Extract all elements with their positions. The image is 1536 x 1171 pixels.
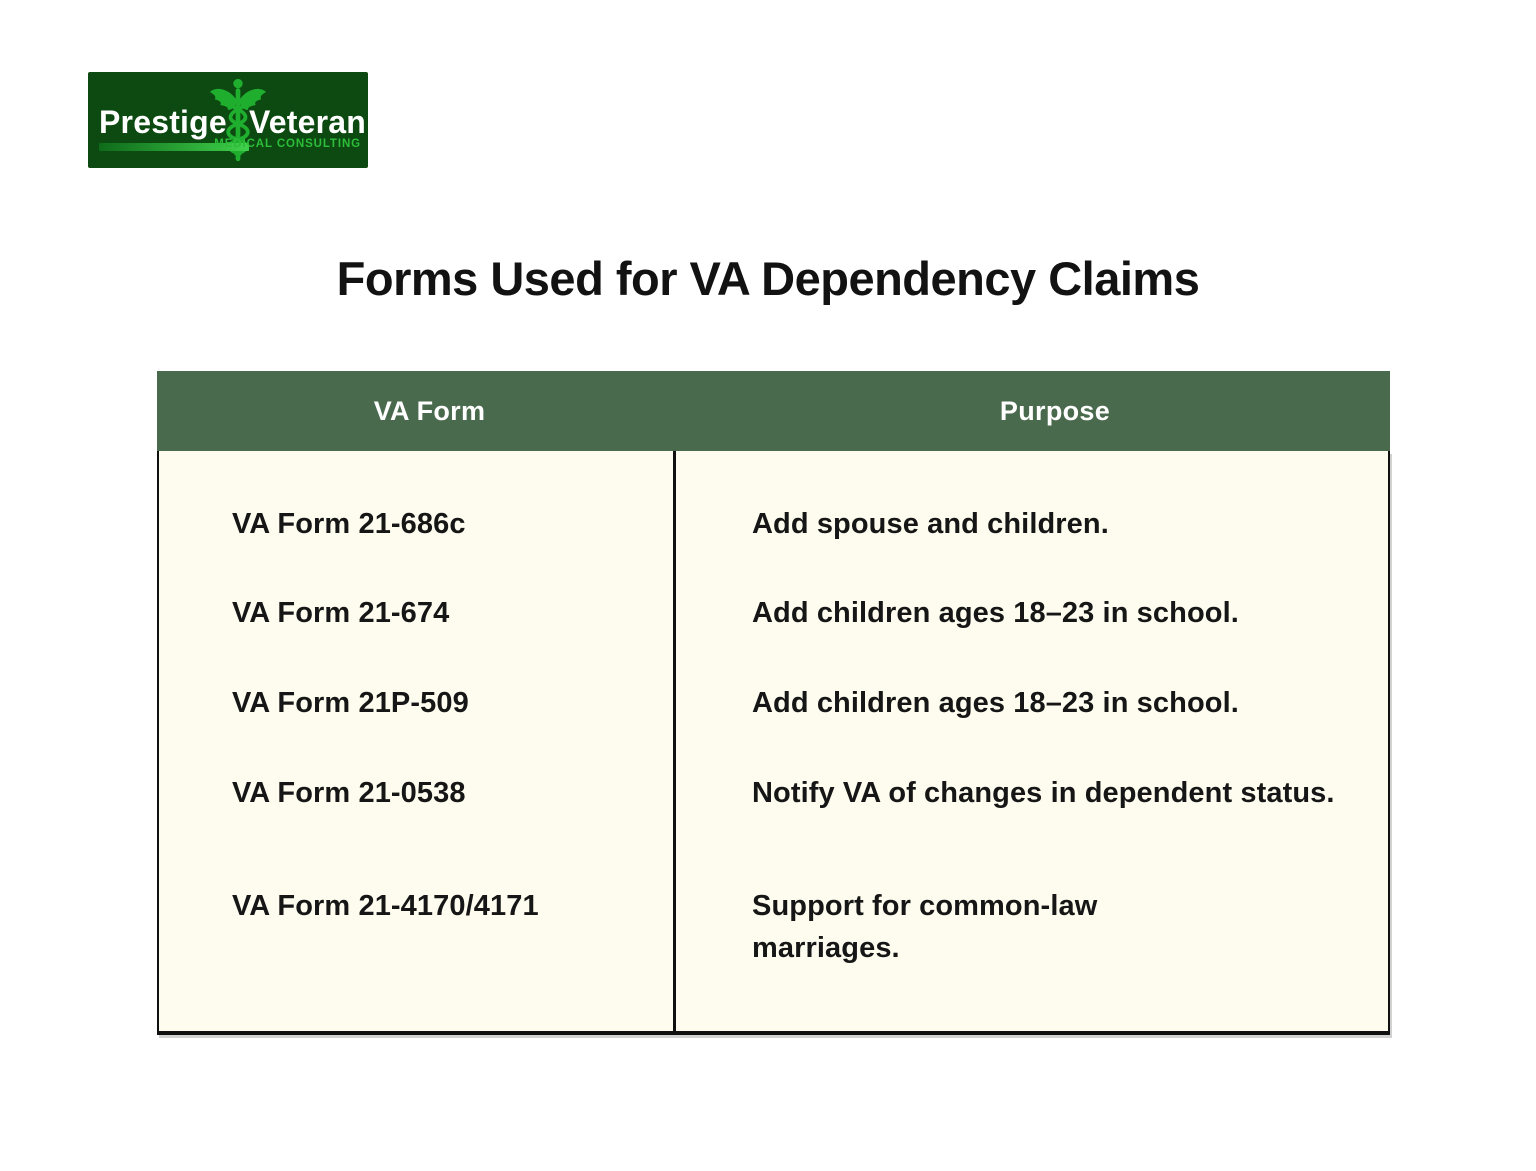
purpose-cell: Notify VA of changes in dependent status. xyxy=(752,777,1335,809)
column-header-va-form: VA Form xyxy=(373,395,486,426)
logo-subtitle: MEDICAL CONSULTING xyxy=(214,138,361,150)
form-cell: VA Form 21-4170/4171 xyxy=(232,890,539,922)
logo-brand-second: Veteran xyxy=(249,104,367,140)
column-va-form xyxy=(159,451,676,1031)
form-cell: VA Form 21-686c xyxy=(232,508,466,540)
logo-brand-first: Prestige xyxy=(99,104,227,140)
form-cell: VA Form 21P-509 xyxy=(232,687,469,719)
column-purpose xyxy=(676,451,1388,1031)
page-title: Forms Used for VA Dependency Claims xyxy=(336,252,1200,305)
prestige-veteran-logo xyxy=(88,72,368,168)
purpose-cell: Support for common-law marriages. xyxy=(752,890,1098,964)
purpose-cell: Add children ages 18–23 in school. xyxy=(752,597,1239,629)
forms-table xyxy=(157,371,1390,1035)
purpose-cell: Add spouse and children. xyxy=(752,508,1109,540)
purpose-cell: Add children ages 18–23 in school. xyxy=(752,687,1239,719)
table-body xyxy=(157,451,1390,1035)
form-cell: VA Form 21-674 xyxy=(232,597,450,629)
table-header xyxy=(157,371,1390,451)
form-cell: VA Form 21-0538 xyxy=(232,777,466,809)
column-header-purpose: Purpose xyxy=(999,395,1111,426)
